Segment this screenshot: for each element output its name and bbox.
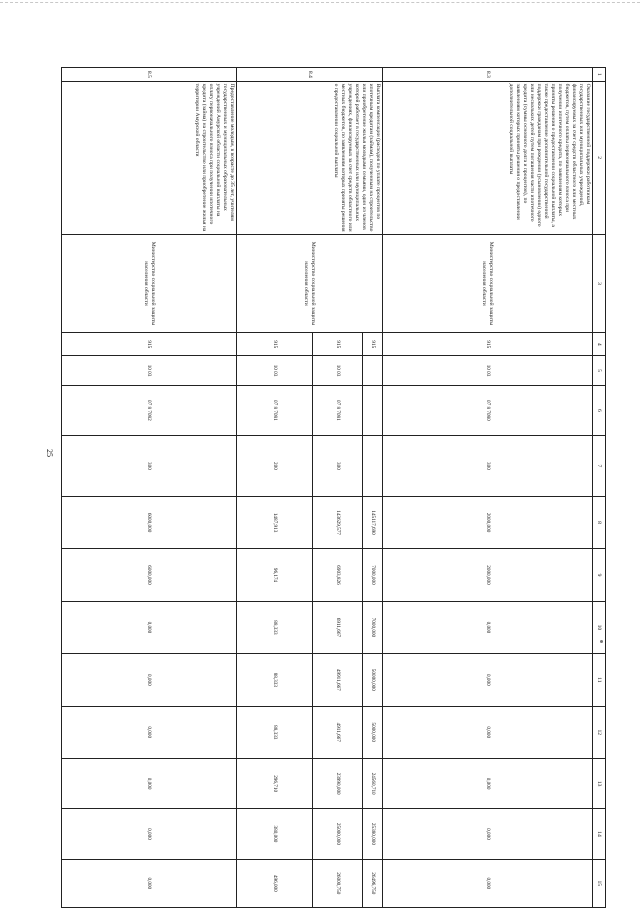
row-description: Оказание государственной поддержки работникам государственных или муниципальных учреждений, финансируемых за счет средств областного или местных бюджетов, путем оплаты первоначального взноса при получении ипотечного кредита, по заявлениям которых приняты решения о предоставлении социальной выплаты, а также предоставление дополнительной государственной поддержки гражданам при рождении (усыновлении) одного или нескольких детей путем погашения части ипотечного кредита (суммы основного долга и процентов), по заявлениям которых приняты решения о предоставлении дополнительной социальной выплаты xyxy=(383,81,593,234)
cell-section: 10 03 xyxy=(383,356,593,385)
header-cell: 3 xyxy=(593,234,606,333)
cell-value: 6903,826 xyxy=(313,549,363,601)
cell-value: 0,000 xyxy=(383,859,593,907)
cell-value: 88,333 xyxy=(237,706,313,758)
cell-value: 380,000 xyxy=(237,809,313,859)
header-cell: 14 xyxy=(593,809,606,859)
cell-value: 2000,000 xyxy=(383,496,593,548)
cell-value: 7000,000 xyxy=(363,601,383,653)
cell-value: 25000,000 xyxy=(313,809,363,859)
row-executor: Министерство социальной защиты населения области xyxy=(237,234,383,333)
cell-section: 10 03 xyxy=(62,356,237,385)
cell-value: 96,174 xyxy=(237,549,313,601)
cell-value: 5000,000 xyxy=(363,706,383,758)
cell-value: 49911,667 xyxy=(313,654,363,706)
cell-grbs: 915 xyxy=(363,333,383,356)
cell-section xyxy=(363,356,383,385)
cell-value: 88,333 xyxy=(237,601,313,653)
cell-value: 4911,667 xyxy=(313,706,363,758)
cell-value: 0,000 xyxy=(62,706,237,758)
header-cell: 8 xyxy=(593,496,606,548)
cell-value: 88,333 xyxy=(237,654,313,706)
cell-value: 143629,577 xyxy=(313,496,363,548)
page-number: 25 xyxy=(45,449,54,457)
header-cell: 12 xyxy=(593,706,606,758)
cell-value: 0,000 xyxy=(62,601,237,653)
cell-value: 23990,000 xyxy=(313,758,363,808)
cell-value: 6911,667 xyxy=(313,601,363,653)
header-cell: 11 xyxy=(593,654,606,706)
cell-value: 7000,000 xyxy=(363,549,383,601)
cell-value: 50000,000 xyxy=(363,654,383,706)
cell-value: 25380,000 xyxy=(363,809,383,859)
header-cell: 4 xyxy=(593,333,606,356)
row-description: Выплата компенсации (расходов по уплате процентов по ипотечным кредитам (займам), полученным на строительство или приобретение жилья молодыми семьями, один из членов которой работает в государственных или муниципальных учреждениях, финансируемых за счет средств областного или местных бюджетов, по заявлениям которых приняты решения о предоставлении социальной выплаты xyxy=(237,81,383,234)
budget-table xyxy=(61,67,606,908)
row-executor: Министерство социальной защиты населения области xyxy=(383,234,593,333)
cell-target-article: 07 8 7082 xyxy=(62,385,237,435)
cell-value: 0,000 xyxy=(383,654,593,706)
cell-grbs: 915 xyxy=(237,333,313,356)
cell-value: 0,000 xyxy=(62,859,237,907)
cell-target-article xyxy=(363,385,383,435)
cell-expense-type xyxy=(363,436,383,497)
cell-value: 296,710 xyxy=(237,758,313,808)
cell-expense-type: 300 xyxy=(383,436,593,497)
cell-value: 0,000 xyxy=(62,654,237,706)
cell-target-article: 07 8 7080 xyxy=(383,385,593,435)
table-row xyxy=(62,68,237,908)
cell-value: 145117,690 xyxy=(363,496,383,548)
row-executor: Министерство социальной защиты населения области xyxy=(62,234,237,333)
cell-value: 496,000 xyxy=(237,859,313,907)
header-cell: 5 xyxy=(593,356,606,385)
header-cell: 7 xyxy=(593,436,606,497)
cell-grbs: 915 xyxy=(62,333,237,356)
row-id: 8.5 xyxy=(62,68,237,82)
cell-value: 1487,913 xyxy=(237,496,313,548)
header-cell: 13 xyxy=(593,758,606,808)
row-description: Предоставление молодым, в возрасте до 35 лет, учителям государственных и муниципальных образовательных учреждений Амурской области социальной выплаты на оплату первоначального взноса при получении ипотечного кредита (займа) на строительство или приобретение жилья на территории Амурской области xyxy=(62,81,237,234)
header-cell: 9 xyxy=(593,549,606,601)
cell-value: 6000,000 xyxy=(62,549,237,601)
cell-grbs: 915 xyxy=(313,333,363,356)
header-cell: 1 xyxy=(593,68,606,82)
cell-value: 0,000 xyxy=(383,706,593,758)
table-row xyxy=(383,68,593,908)
table-row xyxy=(363,68,383,908)
cell-section: 10 03 xyxy=(313,356,363,385)
cell-value: 0,000 xyxy=(383,601,593,653)
cell-value: 26000,750 xyxy=(313,859,363,907)
cell-target-article: 07 8 7081 xyxy=(237,385,313,435)
cell-value: 24560,710 xyxy=(363,758,383,808)
header-cell: 6 xyxy=(593,385,606,435)
row-id: 8.3 xyxy=(383,68,593,82)
cell-value: 6000,000 xyxy=(62,496,237,548)
cell-target-article: 07 8 7081 xyxy=(313,385,363,435)
header-cell: 2 xyxy=(593,81,606,234)
cell-value: 26496,750 xyxy=(363,859,383,907)
cell-value: 2000,000 xyxy=(383,549,593,601)
cell-expense-type: 200 xyxy=(237,436,313,497)
cell-expense-type: 300 xyxy=(62,436,237,497)
cell-section: 10 03 xyxy=(237,356,313,385)
rotated-table-container xyxy=(65,67,606,908)
cell-value: 0,000 xyxy=(62,758,237,808)
header-cell: 15 xyxy=(593,859,606,907)
header-row xyxy=(593,68,606,908)
cell-value: 0,000 xyxy=(383,809,593,859)
cell-value: 0,000 xyxy=(62,809,237,859)
cell-value: 0,000 xyxy=(383,758,593,808)
row-id: 8.4 xyxy=(237,68,383,82)
cell-expense-type: 300 xyxy=(313,436,363,497)
cell-grbs: 915 xyxy=(383,333,593,356)
scan-top-edge xyxy=(0,2,640,3)
header-cell: 10 xyxy=(593,601,606,653)
